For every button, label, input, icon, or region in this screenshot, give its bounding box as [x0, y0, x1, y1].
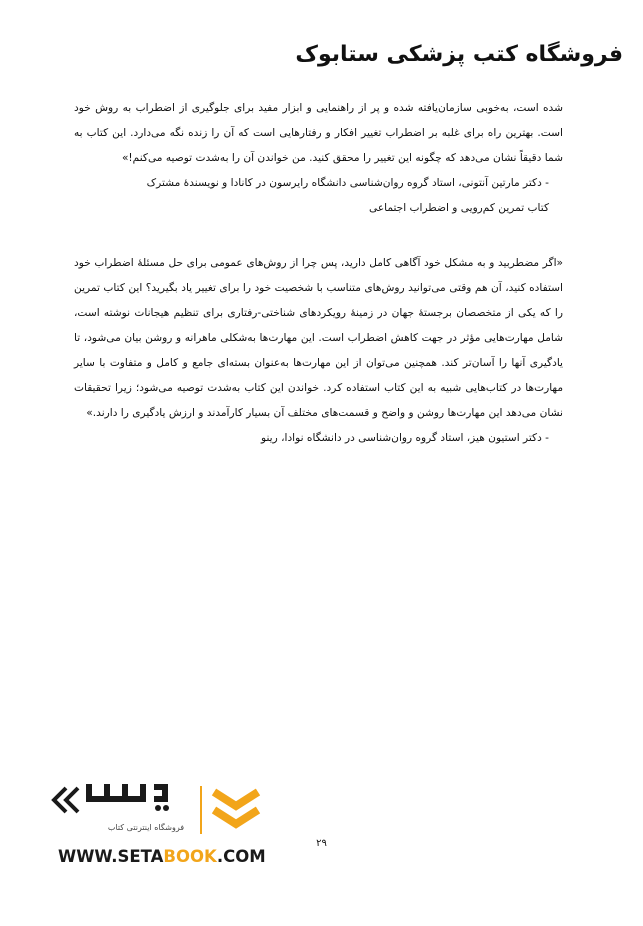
setabook-watermark-logo	[46, 778, 296, 878]
watermark-url	[58, 847, 266, 866]
url-part-1: WWW.SETA	[58, 847, 164, 866]
quote-1-attribution-line-2: کتاب تمرین کم‌رویی و اضطراب اجتماعی	[368, 202, 549, 214]
paragraph-gap	[74, 221, 563, 251]
double-chevron-left-icon	[54, 788, 78, 812]
quote-2-text: «اگر مضطربید و به مشکل خود آگاهی کامل دارید، پس چرا از روش‌های عمومی برای حل مسئلهٔ اضطراب خود استفاده کنید، آن هم وقتی می‌توانید روش‌های متناسب با شخصیت خود را برای تغییر یاد بگیرید؟ این کتاب تمرین را که یکی از متخصصان برجستهٔ جهان در زمینهٔ رویکردهای شناختی-رفتاری برای تنظیم هیجانات نوشته است، شامل مهارت‌هایی مؤثر در جهت کاهش اضطراب است. این مهارت‌ها به‌شکلی ماهرانه و روشن بیان می‌شود، تا یادگیری آنها را آسان‌تر کند. همچنین می‌توان از این مهارت‌ها به‌عنوان بسته‌ای جامع و کامل و متفاوت با سایر مهارت‌ها در کتاب‌هایی شبیه به این کتاب استفاده کرد. خواندن این کتاب به‌شدت توصیه می‌شود؛ زیرا تحقیقات نشان می‌دهد این مهارت‌ها روشن و واضح و قسمت‌های مختلف آن بسیار کارآمدند و ارزش یادگیری را دارند.»	[74, 257, 563, 419]
quote-1-attribution-line-1: - دکتر مارتین آنتونی، استاد گروه روان‌شناسی دانشگاه رایرسون در کانادا و نویسندهٔ مشترک	[146, 177, 549, 189]
url-part-3: .COM	[216, 847, 266, 866]
setabook-wordmark-shapes	[86, 784, 169, 811]
logo-divider	[200, 786, 202, 834]
book-chevron-icon	[214, 792, 258, 824]
document-body	[74, 96, 563, 451]
page-number: ۲۹	[316, 838, 327, 849]
setabook-logo-mark	[46, 778, 286, 848]
watermark-tagline: فروشگاه اینترنتی کتاب	[107, 823, 185, 832]
quote-2-attribution: - دکتر استیون هیز، استاد گروه روان‌شناسی در دانشگاه نوادا، رینو	[261, 432, 549, 444]
quote-1-text: شده است، به‌خوبی سازمان‌یافته شده و پر از راهنمایی و ابزار مفید برای جلوگیری از اضطراب به روش خود است. بهترین راه برای غلبه بر اضطراب تغییر افکار و رفتارهایی است که آن را زنده نگه می‌دارد. این کتاب به شما دقیقاً نشان می‌دهد که چگونه این تغییر را محقق کنید. من خواندن آن را به‌شدت توصیه می‌کنم!»	[74, 102, 563, 164]
url-part-2: BOOK	[163, 847, 217, 866]
page-title: فروشگاه کتب پزشکی ستابوک	[295, 42, 623, 67]
